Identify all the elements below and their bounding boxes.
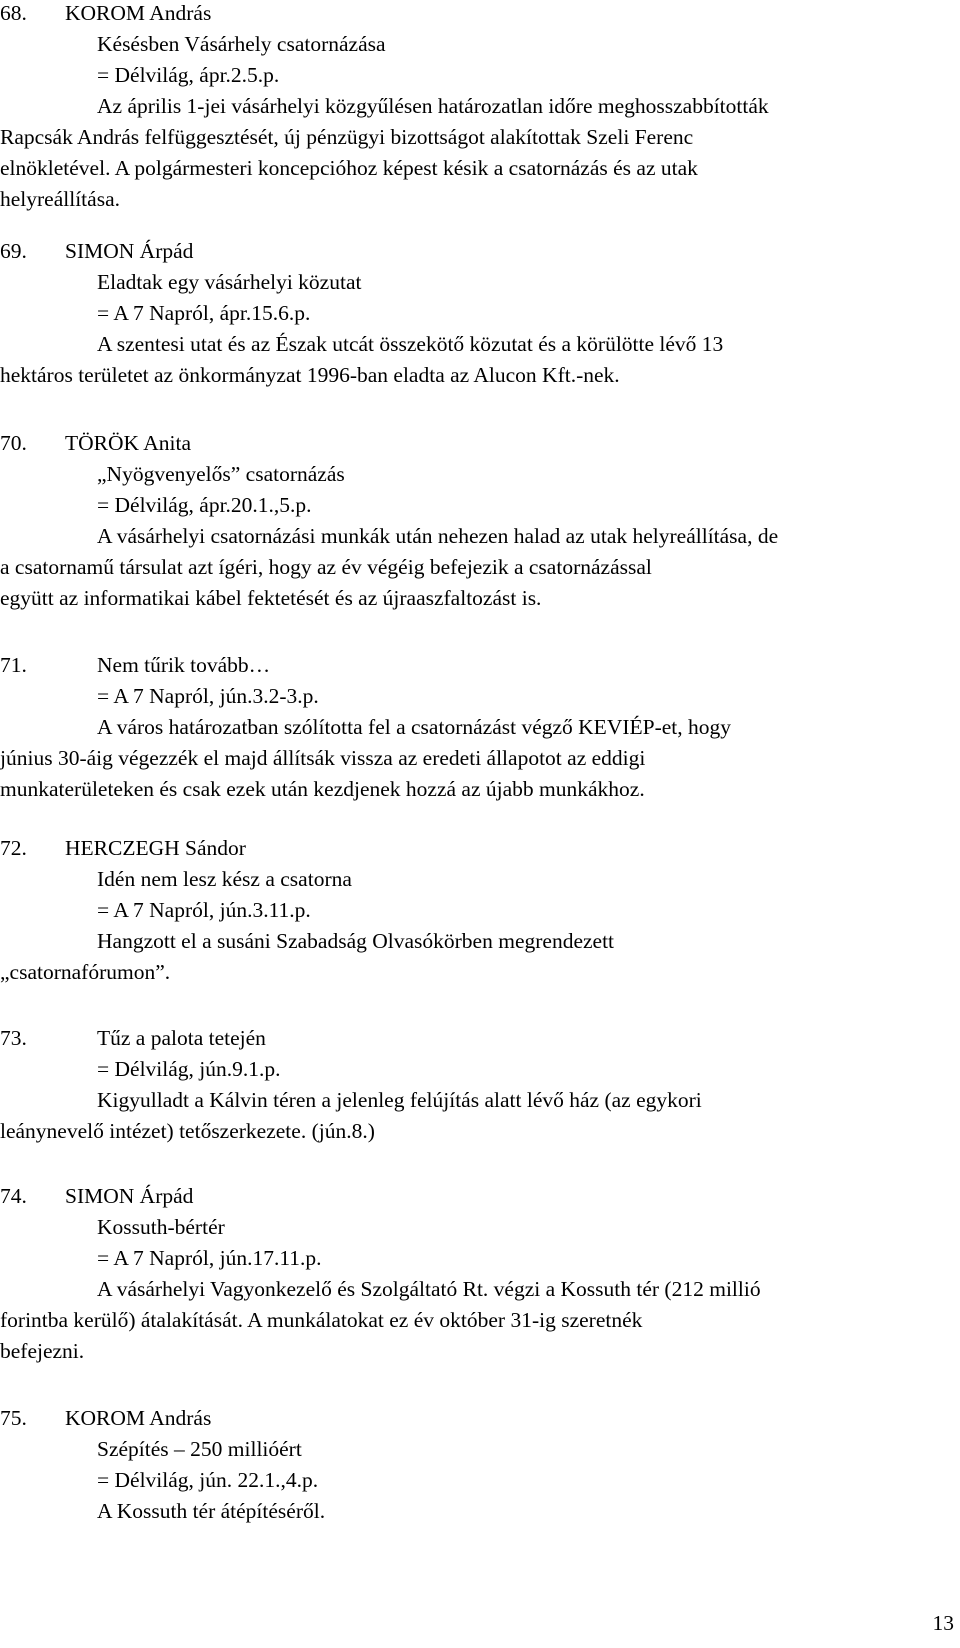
- entry-source: = A 7 Napról, jún.3.11.p.: [97, 898, 311, 922]
- bibliography-entry-74: [0, 1181, 935, 1367]
- entry-source: = Délvilág, ápr.20.1.,5.p.: [97, 493, 312, 517]
- entry-number: 75.: [0, 1406, 27, 1430]
- entry-heading: [0, 650, 935, 681]
- entry-number: 72.: [0, 836, 27, 860]
- entry-source: = A 7 Napról, jún.3.2-3.p.: [97, 684, 319, 708]
- entry-source: = Délvilág, jún. 22.1.,4.p.: [97, 1468, 319, 1492]
- entry-heading: [0, 833, 935, 864]
- entry-title: Szépítés – 250 millióért: [97, 1437, 302, 1461]
- entry-summary-line: A vásárhelyi csatornázási munkák után nehezen halad az utak helyreállítása, de: [97, 524, 779, 548]
- entry-author: KOROM András: [65, 1, 212, 25]
- entry-summary-line: A Kossuth tér átépítéséről.: [97, 1499, 326, 1523]
- entry-title: „Nyögvenyelős” csatornázás: [97, 462, 345, 486]
- entry-number: 71.: [0, 653, 27, 677]
- entry-summary-line: a csatornamű társulat azt ígéri, hogy az év végéig befejezik a csatornázással: [0, 555, 652, 579]
- entry-summary-line: „csatornafórumon”.: [0, 960, 171, 984]
- entry-summary-line: befejezni.: [0, 1339, 85, 1363]
- page-number: 13: [932, 1611, 954, 1635]
- entry-number: 74.: [0, 1184, 27, 1208]
- bibliography-entry-69: [0, 236, 935, 391]
- entry-heading: [0, 428, 935, 459]
- bibliography-entry-70: [0, 428, 935, 614]
- entry-summary-line: június 30-áig végezzék el majd állítsák vissza az eredeti állapotot az eddigi: [0, 746, 646, 770]
- entry-summary-line: A vásárhelyi Vagyonkezelő és Szolgáltató Rt. végzi a Kossuth tér (212 millió: [97, 1277, 761, 1301]
- bibliography-entry-72: [0, 833, 935, 988]
- entry-title: Kossuth-bértér: [97, 1215, 225, 1239]
- entry-title: Tűz a palota tetején: [97, 1026, 266, 1050]
- entry-summary-line: leánynevelő intézet) tetőszerkezete. (jún.8.): [0, 1119, 375, 1143]
- entry-number: 70.: [0, 431, 27, 455]
- entry-source: = Délvilág, jún.9.1.p.: [97, 1057, 281, 1081]
- entry-source: = A 7 Napról, jún.17.11.p.: [97, 1246, 322, 1270]
- entry-title: Eladtak egy vásárhelyi közutat: [97, 270, 362, 294]
- entry-heading: [0, 1403, 935, 1434]
- entry-author: SIMON Árpád: [65, 1184, 194, 1208]
- entry-summary-line: Rapcsák András felfüggesztését, új pénzügyi bizottságot alakítottak Szeli Ferenc: [0, 125, 694, 149]
- bibliography-entry-71: [0, 650, 935, 805]
- entry-title: Nem tűrik tovább…: [97, 653, 271, 677]
- entry-source: = A 7 Napról, ápr.15.6.p.: [97, 301, 311, 325]
- entry-title: Idén nem lesz kész a csatorna: [97, 867, 352, 891]
- entry-author: KOROM András: [65, 1406, 212, 1430]
- entry-summary-line: forintba kerülő) átalakítását. A munkálatokat ez év október 31-ig szeretnék: [0, 1308, 643, 1332]
- entry-summary-line: együtt az informatikai kábel fektetését és az újraaszfaltozást is.: [0, 586, 542, 610]
- entry-summary-line: hektáros területet az önkormányzat 1996-ban eladta az Alucon Kft.-nek.: [0, 363, 620, 387]
- entry-number: 69.: [0, 239, 27, 263]
- entry-title: Késésben Vásárhely csatornázása: [97, 32, 386, 56]
- entry-source: = Délvilág, ápr.2.5.p.: [97, 63, 280, 87]
- entry-summary-line: Az április 1-jei vásárhelyi közgyűlésen határozatlan időre meghosszabbították: [97, 94, 769, 118]
- entry-summary-line: A szentesi utat és az Észak utcát összekötő közutat és a körülötte lévő 13: [97, 332, 724, 356]
- entry-summary-line: munkaterületeken és csak ezek után kezdjenek hozzá az újabb munkákhoz.: [0, 777, 645, 801]
- entry-summary-line: elnökletével. A polgármesteri koncepcióhoz képest késik a csatornázás és az utak: [0, 156, 698, 180]
- entry-summary-line: Kigyulladt a Kálvin téren a jelenleg felújítás alatt lévő ház (az egykori: [97, 1088, 702, 1112]
- entry-summary-line: helyreállítása.: [0, 187, 120, 211]
- entry-heading: [0, 236, 935, 267]
- entry-author: HERCZEGH Sándor: [65, 836, 246, 860]
- bibliography-entry-68: [0, 0, 935, 215]
- bibliography-entry-75: [0, 1403, 935, 1527]
- entry-number: 73.: [0, 1026, 27, 1050]
- entry-author: TÖRÖK Anita: [65, 431, 192, 455]
- bibliography-entry-73: [0, 1023, 935, 1147]
- entry-author: SIMON Árpád: [65, 239, 194, 263]
- entry-summary-line: A város határozatban szólította fel a csatornázást végző KEVIÉP-et, hogy: [97, 715, 732, 739]
- entry-heading: [0, 1181, 935, 1212]
- entry-number: 68.: [0, 1, 27, 25]
- entry-heading: [0, 0, 935, 29]
- entry-heading: [0, 1023, 935, 1054]
- entry-summary-line: Hangzott el a susáni Szabadság Olvasókörben megrendezett: [97, 929, 615, 953]
